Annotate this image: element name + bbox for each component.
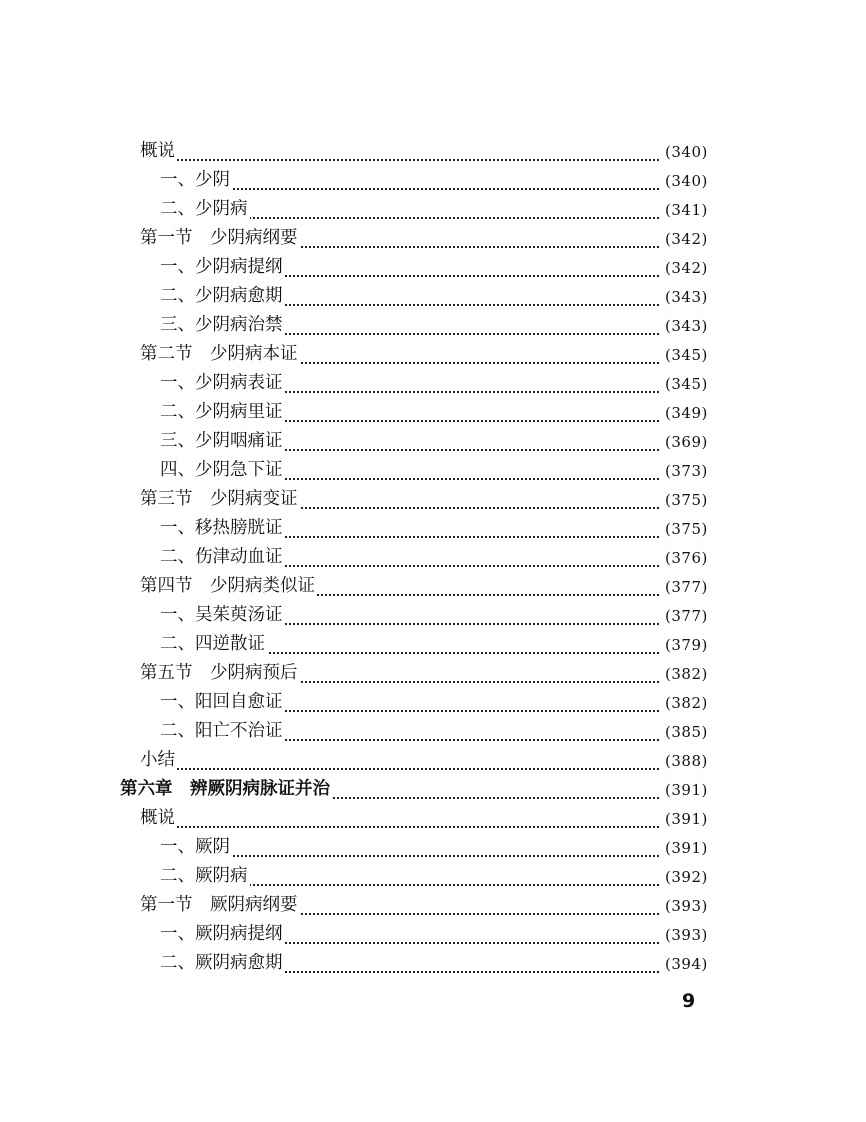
toc-entry-page: (377) <box>665 607 708 625</box>
toc-entry-page: (394) <box>665 955 708 973</box>
toc-entry-title: 一、少阴 <box>160 170 230 190</box>
toc-entry <box>0 861 866 890</box>
dot-leader <box>150 141 659 161</box>
toc-entry-title: 一、少阴病表证 <box>160 373 283 393</box>
toc-entry <box>0 542 866 571</box>
toc-entry-title: 一、厥阴病提纲 <box>160 924 283 944</box>
toc-entry-page: (375) <box>665 520 708 538</box>
toc-entry-page: (373) <box>665 462 708 480</box>
toc-entry-page: (369) <box>665 433 708 451</box>
toc-entry-page: (391) <box>665 810 708 828</box>
toc-entry-title: 三、少阴咽痛证 <box>160 431 283 451</box>
toc-entry-title: 一、厥阴 <box>160 837 230 857</box>
toc-entry-page: (382) <box>665 694 708 712</box>
toc-entry <box>0 832 866 861</box>
dot-leader <box>150 750 659 770</box>
toc-entry <box>0 571 866 600</box>
toc-entry-page: (342) <box>665 259 708 277</box>
toc-entry <box>0 194 866 223</box>
toc-entry <box>0 223 866 252</box>
toc-entry-title: 二、少阴病愈期 <box>160 286 283 306</box>
toc-entry <box>0 774 866 803</box>
toc-entry-title: 第四节 少阴病类似证 <box>140 576 315 596</box>
toc-entry-page: (393) <box>665 897 708 915</box>
toc-entry <box>0 513 866 542</box>
toc-entry-page: (376) <box>665 549 708 567</box>
toc-entry-title: 概说 <box>140 141 175 161</box>
toc-entry-page: (391) <box>665 839 708 857</box>
toc-entry-title: 一、阳回自愈证 <box>160 692 283 712</box>
toc-entry-page: (349) <box>665 404 708 422</box>
toc-entry-page: (392) <box>665 868 708 886</box>
toc-entry <box>0 745 866 774</box>
toc-entry-page: (375) <box>665 491 708 509</box>
toc-entry <box>0 455 866 484</box>
toc-entry <box>0 629 866 658</box>
toc-entry-title: 三、少阴病治禁 <box>160 315 283 335</box>
toc-entry-title: 第六章 辨厥阴病脉证并治 <box>120 779 330 799</box>
toc-entry-title: 二、厥阴病 <box>160 866 248 886</box>
toc-entry-page: (340) <box>665 143 708 161</box>
toc-entry-title: 二、厥阴病愈期 <box>160 953 283 973</box>
toc-entry-title: 第三节 少阴病变证 <box>140 489 298 509</box>
toc-entry-page: (341) <box>665 201 708 219</box>
toc-entry-title: 二、阳亡不治证 <box>160 721 283 741</box>
toc-entry-page: (393) <box>665 926 708 944</box>
toc-entry-title: 第二节 少阴病本证 <box>140 344 298 364</box>
toc-entry <box>0 919 866 948</box>
toc-entry-title: 第五节 少阴病预后 <box>140 663 298 683</box>
toc-entry <box>0 310 866 339</box>
toc-entry <box>0 658 866 687</box>
toc-entry <box>0 397 866 426</box>
toc-entry-title: 二、四逆散证 <box>160 634 265 654</box>
toc-entry-page: (340) <box>665 172 708 190</box>
dot-leader <box>150 808 659 828</box>
toc-entry <box>0 948 866 977</box>
toc-entry <box>0 136 866 165</box>
toc-entry-title: 概说 <box>140 808 175 828</box>
toc-entry <box>0 484 866 513</box>
toc-entry-page: (343) <box>665 317 708 335</box>
toc-entry <box>0 803 866 832</box>
table-of-contents <box>0 136 866 977</box>
toc-entry-title: 二、少阴病 <box>160 199 248 219</box>
toc-entry <box>0 687 866 716</box>
toc-entry-page: (379) <box>665 636 708 654</box>
page-number: 9 <box>682 990 696 1012</box>
toc-entry <box>0 165 866 194</box>
toc-entry <box>0 252 866 281</box>
toc-entry-page: (345) <box>665 375 708 393</box>
toc-entry-page: (391) <box>665 781 708 799</box>
dot-leader <box>170 170 659 190</box>
dot-leader <box>170 837 659 857</box>
toc-entry-page: (382) <box>665 665 708 683</box>
toc-entry-title: 一、移热膀胱证 <box>160 518 283 538</box>
toc-entry <box>0 600 866 629</box>
toc-entry-page: (342) <box>665 230 708 248</box>
toc-entry <box>0 716 866 745</box>
toc-entry-page: (377) <box>665 578 708 596</box>
toc-entry-title: 第一节 少阴病纲要 <box>140 228 298 248</box>
toc-entry-page: (345) <box>665 346 708 364</box>
toc-entry <box>0 281 866 310</box>
toc-entry-title: 第一节 厥阴病纲要 <box>140 895 298 915</box>
toc-entry-title: 一、吴茱萸汤证 <box>160 605 283 625</box>
toc-entry <box>0 368 866 397</box>
toc-entry-page: (385) <box>665 723 708 741</box>
toc-entry-title: 小结 <box>140 750 175 770</box>
toc-entry-title: 四、少阴急下证 <box>160 460 283 480</box>
toc-entry <box>0 890 866 919</box>
toc-entry-page: (388) <box>665 752 708 770</box>
toc-entry <box>0 339 866 368</box>
toc-entry <box>0 426 866 455</box>
toc-entry-title: 二、伤津动血证 <box>160 547 283 567</box>
toc-entry-page: (343) <box>665 288 708 306</box>
toc-entry-title: 二、少阴病里证 <box>160 402 283 422</box>
toc-entry-title: 一、少阴病提纲 <box>160 257 283 277</box>
